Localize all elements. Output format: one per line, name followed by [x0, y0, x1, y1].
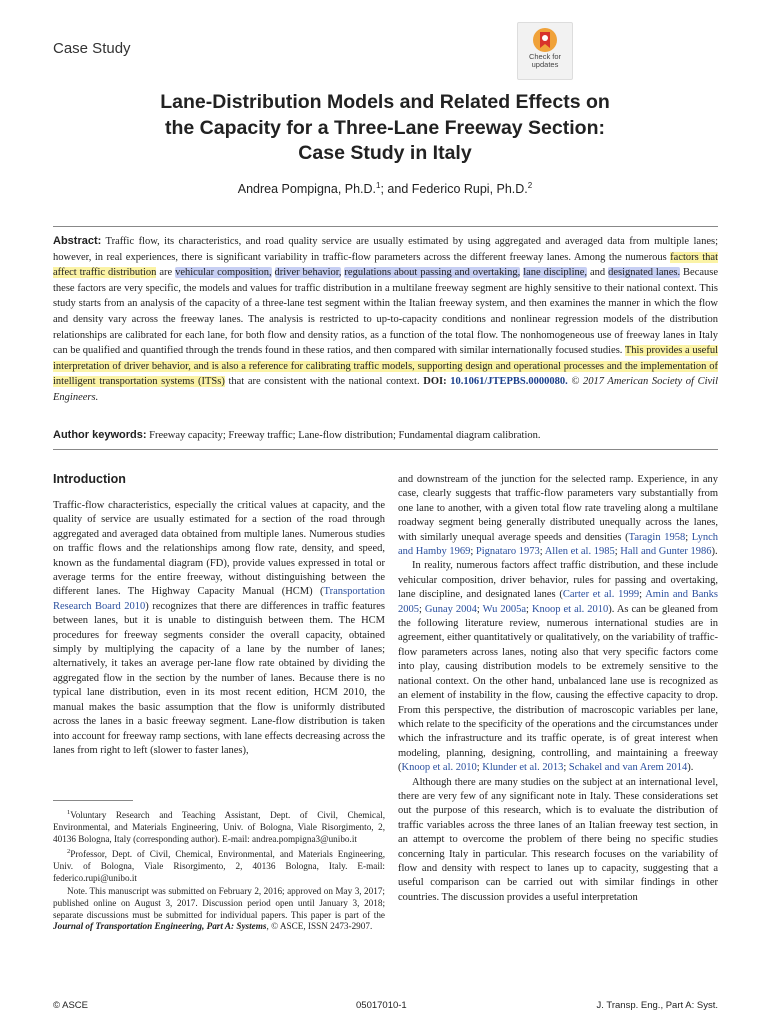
footer-journal: J. Transp. Eng., Part A: Syst. [596, 1000, 718, 1011]
badge-line-2: updates [531, 60, 559, 69]
divider [53, 226, 718, 227]
citation-link[interactable]: Gunay 2004 [424, 603, 477, 615]
paragraph [53, 499, 385, 758]
title-line: Case Study in Italy [298, 142, 472, 164]
note-text: Note. This manuscript was submitted on February 2, 2016; approved on May 3, 2017; published online on August 3, 2017. Discussion period open until January 3, 2018; separate discussions must be submitted for individual papers. This paper is part of the [53, 885, 385, 920]
highlight-blue: vehicular composition, [175, 267, 272, 279]
author-1-affil: 1 [376, 181, 381, 190]
footnote-divider [53, 800, 133, 801]
abstract-text: that are consistent with the national context. [224, 376, 424, 388]
footnote-marker: 1 [67, 809, 71, 816]
journal-name: Journal of Transportation Engineering, Part A: Systems [53, 921, 267, 932]
text: and downstream of the junction for the selected ramp. Experience, in any case, clearly suggests that traffic-flow parameters vary substantially from one lane to another, with a given total flow rate traveling along a multilane roadway segment being generally distributed unequally across the lanes, with similarly unequal average speeds and densities ( [398, 474, 718, 543]
author-1: Andrea Pompigna, Ph.D. [237, 182, 377, 197]
highlight-blue: lane discipline, [523, 267, 588, 279]
citation-link[interactable]: Hall and Gunter 1986 [620, 546, 712, 558]
highlight-blue: driver behavior, [274, 267, 342, 279]
doi-link[interactable]: 10.1061/JTEPBS.0000080. [450, 376, 568, 388]
footnote-text: Voluntary Research and Teaching Assistant, Dept. of Civil, Chemical, Environmental, and Materials Engineering, Univ. of Bologna, Viale Risorgimento, 2, 40136 Bologna, Italy (corresponding author). E-mail: andrea.pompigna3@unibo.it [53, 810, 385, 844]
text: In reality, numerous factors affect traffic distribution, and these include vehicular composition, driver behavior, rules for passing and overtaking, lane discipline, and designated lanes ( [398, 560, 718, 601]
bookmark-icon [531, 27, 559, 53]
author-2-affil: 2 [527, 181, 533, 190]
paragraph: Although there are many studies on the subject at an international level, there are very few of any significant note in Italy. These considerations set out the purpose of this research, which is to evaluate the distribution of traffic variables across the three lanes of an Italian freeway test section, in an attempt to overcome the problem of there being no specific studies concerning Italy in particular. This research focuses on the variability of flow and density with respect to lanes up to capacity, suggesting that a useful comparison can be carried out with similar findings in other countries. The discussion provides a useful interpretation [398, 776, 718, 903]
abstract-text: and [587, 267, 609, 279]
author-separator: ; and Federico Rupi, Ph.D. [380, 182, 528, 197]
column-left [53, 499, 385, 758]
footnote-text: Professor, Dept. of Civil, Chemical, Environmental, and Materials Engineering, Univ. of Bologna, Viale Risorgimento, 2, 40136 Bologna, Italy. E-mail: federico.rupi@unibo.it [53, 849, 385, 884]
citation-link[interactable]: Taragin 1958 [628, 531, 686, 543]
citation-link[interactable]: Klunder et al. 2013 [482, 762, 564, 774]
section-heading: Introduction [53, 472, 126, 486]
highlight-blue: designated lanes. [608, 267, 681, 279]
citation-link[interactable]: Allen et al. 1985 [544, 546, 615, 558]
footnotes [53, 807, 385, 934]
page-number: 05017010-1 [356, 1000, 407, 1011]
paragraph: and downstream of the junction for the selected ramp. Experience, in any case, clearly suggests that traffic-flow parameters vary substantially from one lane to another, with a given total flow rate traveling along a multilane roadway segment being generally distributed unequally across the lanes, with similarly unequal average speeds and densities (Taragin 1958; Lynch and Hamby 1969; Pignataro 1973; Allen et al. 1985; Hall and Gunter 1986). [398, 474, 718, 558]
citation-link[interactable]: Carter et al. 1999 [562, 589, 640, 601]
check-for-updates-badge[interactable] [517, 22, 573, 80]
citation-link[interactable]: Knoop et al. 2010 [531, 603, 609, 615]
submission-note [53, 886, 385, 933]
footer-left: © ASCE [53, 1000, 88, 1011]
citation-link[interactable]: Transportation Research Board 2010 [53, 586, 385, 612]
paragraph: In reality, numerous factors affect traffic distribution, and these include vehicular composition, driver behavior, rules for passing and overtaking, lane discipline, and designated lanes (Carter et al. 1999; Amin and Banks 2005; Gunay 2004; Wu 2005a; Knoop et al. 2010). As can be gleaned from the following literature review, numerous international studies are in agreement, either quantitatively or qualitatively, on the variability of traffic-flow parameters across lanes, noting also that very specific factors come into play, causing distribution models to be extremely sensitive to the national context. On the other hand, unbalanced lane use is recognized as an element of instability in the flow, causing the effective capacity to drop. From this perspective, the distribution of macroscopic variables per lane, which relate to the specificity of the operations and the circumstances under which the infrastructure and its traffic operate, is of great interest when modeling, planning, designing, controlling, and maintaining a freeway (Knoop et al. 2010; Klunder et al. 2013; Schakel and van Arem 2014). [398, 560, 719, 774]
footnote-2 [53, 846, 385, 884]
highlight-yellow: This provides a useful interpretation of driver behavior, and is also a reference for calibrating traffic models, supporting design and operational processes and the implementation of intelligent transportation systems (ITSs) [53, 345, 718, 388]
citation-link[interactable]: Amin and Banks 2005 [398, 589, 719, 615]
divider [53, 449, 718, 450]
abstract-text: Traffic flow, its characteristics, and road quality service are usually estimated by using aggregated and averaged data from multiple lanes; however, in real experiences, there is significant variability in traffic-flow parameters across the different freeway lanes. Among the numerous [53, 236, 718, 263]
highlight-blue: regulations about passing and overtaking, [344, 267, 521, 279]
abstract [53, 234, 718, 406]
footnote-1 [53, 807, 385, 845]
keywords [53, 429, 718, 441]
title-line: Lane-Distribution Models and Related Effects on [160, 91, 610, 113]
badge-line-1: Check for [528, 52, 562, 61]
text: ) recognizes that there are differences in traffic features between lanes, but it is unable to distinguish between them. The HCM procedures for freeway segments consider the overall capacity, obtained simply by multiplying the capacity of a lane by the number of lanes; alternatively, it takes an average per-lane flow rate obtained by dividing the aggregated flow in the section by the number of lanes. Because there is no typical lane distribution, even in its most recent edition, HCM 2010, the manual makes the basic assumption that the flow is uniformly distributed across the lanes in a basic freeway segment. Lane-flow distribution is taken into account for freeway ramp sections, with lane effects decreasing across the lanes from right to left (slower to faster lanes), [53, 600, 385, 756]
abstract-text: Because these factors are very specific, the models and values for traffic distribution in a multilane freeway segment are highly sensitive to their national context. This study starts from an analysis of the capacity of a three-lane test segment within the Italian freeway system, and then examines the manner in which the flow and density vary across the freeway lanes. The analysis is restricted to up-to-capacity conditions and nonlinear regression models of the distribution relationships are calibrated for each lane, for both flow and density ratios, as a function of the total flow. The nonhomogeneous use of freeway lanes in Italy can be qualified and quantified through the trends found in these ratios, and then compared with similar internationally focused studies. [53, 267, 719, 357]
paper-title [60, 90, 710, 167]
author-list [60, 181, 710, 196]
abstract-label: Abstract: [53, 235, 102, 247]
keywords-label: Author keywords: [53, 429, 147, 441]
doi-label: DOI: [423, 376, 447, 388]
citation-link[interactable]: Knoop et al. 2010 [401, 762, 477, 774]
text: Traffic-flow characteristics, especially the critical values at capacity, and the quality of service are usually estimated for a section of the road through aggregated and averaged data obtained from multiple lanes. Numerous studies on traffic flows and the relationships among flow rate, density, and speed, known as the fundamental diagram (FD), provide values expressed in total or average terms for the entire freeway, without distinguishing between the different lanes. The Highway Capacity Manual (HCM) ( [53, 500, 385, 598]
abstract-text: are [156, 267, 176, 279]
note-text: , © ASCE, ISSN 2473-2907. [266, 921, 373, 932]
copyright: © 2017 American Society of Civil Engineers. [53, 376, 719, 403]
keywords-text: Freeway capacity; Freeway traffic; Lane-flow distribution; Fundamental diagram calibration. [149, 430, 541, 441]
section-label: Case Study [53, 40, 131, 57]
footnote-marker: 2 [67, 848, 71, 856]
citation-link[interactable]: Pignataro 1973 [475, 546, 540, 558]
citation-link[interactable]: Wu 2005a [482, 603, 527, 615]
citation-link[interactable]: Schakel and van Arem 2014 [568, 762, 688, 774]
highlight-yellow: factors that affect traffic distribution [53, 251, 718, 279]
text: ). As can be gleaned from the following literature review, numerous international studies are in agreement, either quantitatively or qualitatively, on the variability of traffic-flow parameters across lanes, noting also that very specific factors come into play, causing distribution models to be extremely sensitive to the national context. On the other hand, unbalanced lane use is recognized as an element of instability in the flow, causing the effective capacity to drop. From this perspective, the distribution of macroscopic variables per lane, which relate to the specificity of the operations and the circumstances under which the infrastructure and its traffic operate, is of great interest when modeling, planning, designing, controlling, and maintaining a freeway ( [398, 603, 719, 774]
title-line: the Capacity for a Three-Lane Freeway Section: [165, 116, 605, 139]
column-right [398, 473, 718, 905]
citation-link[interactable]: Lynch and Hamby 1969 [398, 531, 718, 558]
